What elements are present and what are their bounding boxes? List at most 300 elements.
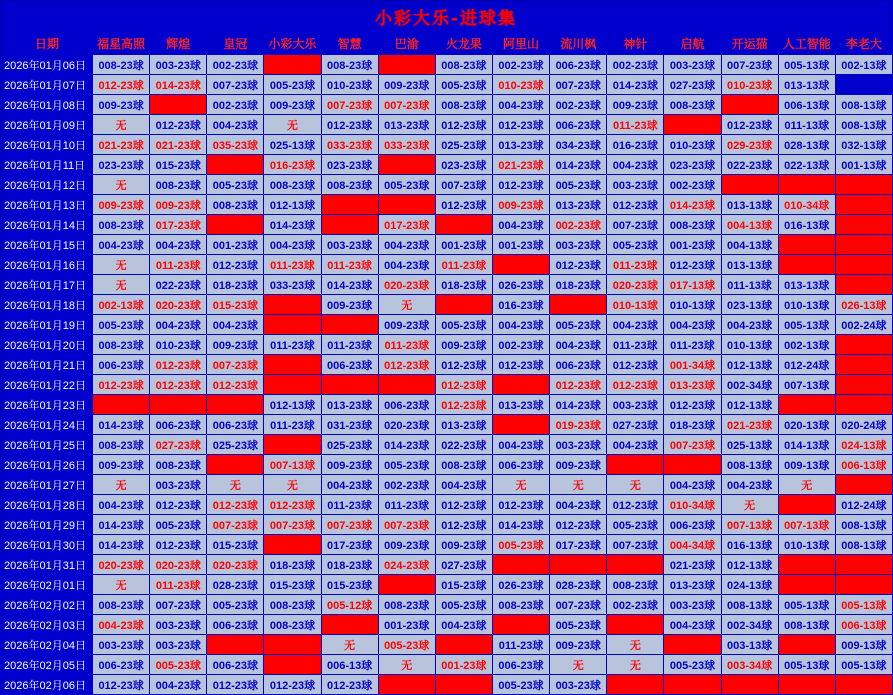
result-cell[interactable]: 020-23球 <box>150 295 207 315</box>
result-cell[interactable]: 020-23球 <box>378 275 435 295</box>
result-cell[interactable]: 008-23球 <box>664 215 721 235</box>
result-cell[interactable]: 001-23球 <box>435 655 492 675</box>
result-cell[interactable]: 010-13球 <box>607 295 664 315</box>
result-cell[interactable]: 008-23球 <box>207 195 264 215</box>
result-cell[interactable] <box>378 195 435 215</box>
result-cell[interactable]: 011-23球 <box>435 255 492 275</box>
result-cell[interactable]: 012-23球 <box>550 375 607 395</box>
column-header-7[interactable]: 火龙果 <box>435 32 492 55</box>
result-cell[interactable]: 018-23球 <box>264 555 321 575</box>
result-cell[interactable]: 012-23球 <box>378 355 435 375</box>
result-cell[interactable] <box>607 455 664 475</box>
result-cell[interactable]: 无 <box>93 475 150 495</box>
result-cell[interactable]: 012-13球 <box>264 395 321 415</box>
result-cell[interactable]: 033-23球 <box>378 135 435 155</box>
result-cell[interactable]: 008-23球 <box>93 55 150 75</box>
column-header-4[interactable]: 小彩大乐 <box>264 32 321 55</box>
result-cell[interactable]: 011-13球 <box>721 275 778 295</box>
result-cell[interactable]: 002-13球 <box>835 55 892 75</box>
result-cell[interactable]: 无 <box>378 655 435 675</box>
result-cell[interactable]: 006-23球 <box>207 415 264 435</box>
result-cell[interactable]: 004-23球 <box>664 615 721 635</box>
result-cell[interactable]: 009-23球 <box>264 95 321 115</box>
result-cell[interactable]: 018-23球 <box>321 555 378 575</box>
result-cell[interactable]: 003-23球 <box>93 635 150 655</box>
result-cell[interactable]: 027-23球 <box>607 415 664 435</box>
result-cell[interactable]: 010-23球 <box>492 75 549 95</box>
result-cell[interactable]: 009-23球 <box>378 535 435 555</box>
result-cell[interactable]: 020-23球 <box>93 555 150 575</box>
result-cell[interactable] <box>835 255 892 275</box>
result-cell[interactable]: 013-23球 <box>378 115 435 135</box>
result-cell[interactable] <box>664 455 721 475</box>
result-cell[interactable]: 021-23球 <box>150 135 207 155</box>
result-cell[interactable]: 007-23球 <box>207 355 264 375</box>
result-cell[interactable]: 005-23球 <box>607 235 664 255</box>
result-cell[interactable]: 003-23球 <box>150 475 207 495</box>
result-cell[interactable]: 004-23球 <box>550 335 607 355</box>
result-cell[interactable]: 001-23球 <box>435 235 492 255</box>
result-cell[interactable]: 010-34球 <box>778 195 835 215</box>
result-cell[interactable]: 017-23球 <box>150 215 207 235</box>
result-cell[interactable]: 012-23球 <box>607 495 664 515</box>
result-cell[interactable]: 005-23球 <box>378 635 435 655</box>
result-cell[interactable]: 002-13球 <box>93 295 150 315</box>
result-cell[interactable]: 003-23球 <box>607 175 664 195</box>
result-cell[interactable]: 020-23球 <box>607 275 664 295</box>
result-cell[interactable]: 006-23球 <box>207 655 264 675</box>
result-cell[interactable] <box>664 635 721 655</box>
result-cell[interactable]: 004-23球 <box>93 495 150 515</box>
result-cell[interactable]: 017-23球 <box>550 535 607 555</box>
result-cell[interactable]: 005-23球 <box>664 655 721 675</box>
result-cell[interactable]: 028-23球 <box>207 575 264 595</box>
column-header-12[interactable]: 开运猫 <box>721 32 778 55</box>
result-cell[interactable] <box>664 675 721 695</box>
result-cell[interactable] <box>207 395 264 415</box>
result-cell[interactable]: 012-23球 <box>207 375 264 395</box>
result-cell[interactable] <box>550 295 607 315</box>
result-cell[interactable]: 012-23球 <box>664 255 721 275</box>
result-cell[interactable]: 026-13球 <box>835 295 892 315</box>
result-cell[interactable]: 021-23球 <box>492 155 549 175</box>
result-cell[interactable]: 011-23球 <box>264 415 321 435</box>
result-cell[interactable]: 008-23球 <box>607 575 664 595</box>
result-cell[interactable]: 023-23球 <box>664 155 721 175</box>
result-cell[interactable]: 012-23球 <box>264 495 321 515</box>
result-cell[interactable] <box>607 675 664 695</box>
result-cell[interactable]: 009-23球 <box>150 195 207 215</box>
result-cell[interactable]: 005-23球 <box>150 655 207 675</box>
result-cell[interactable] <box>207 455 264 475</box>
result-cell[interactable]: 001-23球 <box>492 235 549 255</box>
result-cell[interactable]: 无 <box>378 295 435 315</box>
result-cell[interactable]: 008-23球 <box>321 175 378 195</box>
column-header-2[interactable]: 辉煌 <box>150 32 207 55</box>
result-cell[interactable]: 004-23球 <box>664 315 721 335</box>
result-cell[interactable]: 016-23球 <box>607 135 664 155</box>
result-cell[interactable]: 003-13球 <box>721 635 778 655</box>
column-header-13[interactable]: 人工智能 <box>778 32 835 55</box>
result-cell[interactable]: 008-23球 <box>435 55 492 75</box>
result-cell[interactable]: 007-23球 <box>378 515 435 535</box>
result-cell[interactable]: 012-23球 <box>435 195 492 215</box>
result-cell[interactable]: 011-23球 <box>492 635 549 655</box>
result-cell[interactable] <box>321 375 378 395</box>
result-cell[interactable]: 009-23球 <box>492 195 549 215</box>
result-cell[interactable]: 007-23球 <box>550 75 607 95</box>
column-header-0[interactable]: 日期 <box>2 32 93 55</box>
result-cell[interactable]: 009-23球 <box>93 195 150 215</box>
result-cell[interactable]: 012-23球 <box>93 75 150 95</box>
result-cell[interactable]: 009-23球 <box>550 635 607 655</box>
column-header-14[interactable]: 李老大 <box>835 32 892 55</box>
result-cell[interactable]: 008-23球 <box>264 595 321 615</box>
result-cell[interactable]: 002-23球 <box>492 55 549 75</box>
result-cell[interactable]: 007-13球 <box>264 455 321 475</box>
result-cell[interactable]: 004-23球 <box>492 215 549 235</box>
result-cell[interactable]: 002-23球 <box>492 335 549 355</box>
result-cell[interactable]: 011-23球 <box>150 255 207 275</box>
result-cell[interactable]: 004-34球 <box>664 535 721 555</box>
result-cell[interactable]: 007-13球 <box>778 375 835 395</box>
result-cell[interactable] <box>207 215 264 235</box>
result-cell[interactable]: 013-23球 <box>664 375 721 395</box>
result-cell[interactable] <box>321 615 378 635</box>
result-cell[interactable]: 004-23球 <box>607 315 664 335</box>
result-cell[interactable]: 012-23球 <box>207 495 264 515</box>
result-cell[interactable]: 无 <box>778 475 835 495</box>
result-cell[interactable]: 035-23球 <box>207 135 264 155</box>
result-cell[interactable]: 014-13球 <box>778 435 835 455</box>
result-cell[interactable]: 008-23球 <box>435 95 492 115</box>
result-cell[interactable]: 011-23球 <box>607 335 664 355</box>
result-cell[interactable]: 015-23球 <box>321 575 378 595</box>
result-cell[interactable]: 027-23球 <box>435 555 492 575</box>
result-cell[interactable]: 004-23球 <box>150 675 207 695</box>
result-cell[interactable]: 015-23球 <box>207 535 264 555</box>
result-cell[interactable] <box>378 155 435 175</box>
result-cell[interactable]: 007-13球 <box>721 515 778 535</box>
result-cell[interactable]: 011-23球 <box>664 335 721 355</box>
result-cell[interactable]: 012-24球 <box>778 355 835 375</box>
result-cell[interactable]: 021-23球 <box>93 135 150 155</box>
result-cell[interactable]: 014-23球 <box>550 395 607 415</box>
result-cell[interactable]: 015-23球 <box>207 295 264 315</box>
result-cell[interactable]: 004-23球 <box>550 495 607 515</box>
result-cell[interactable]: 004-23球 <box>93 615 150 635</box>
result-cell[interactable]: 008-23球 <box>93 215 150 235</box>
result-cell[interactable]: 006-23球 <box>93 655 150 675</box>
result-cell[interactable]: 002-34球 <box>721 615 778 635</box>
result-cell[interactable] <box>835 275 892 295</box>
result-cell[interactable]: 014-23球 <box>93 535 150 555</box>
result-cell[interactable] <box>264 315 321 335</box>
result-cell[interactable]: 009-23球 <box>93 95 150 115</box>
result-cell[interactable]: 012-23球 <box>150 535 207 555</box>
result-cell[interactable]: 021-23球 <box>664 555 721 575</box>
result-cell[interactable]: 020-23球 <box>150 555 207 575</box>
result-cell[interactable] <box>835 555 892 575</box>
result-cell[interactable]: 011-23球 <box>264 255 321 275</box>
result-cell[interactable]: 025-23球 <box>321 435 378 455</box>
result-cell[interactable]: 008-13球 <box>835 535 892 555</box>
result-cell[interactable]: 008-23球 <box>264 55 321 75</box>
result-cell[interactable]: 006-23球 <box>550 355 607 375</box>
result-cell[interactable]: 003-23球 <box>550 235 607 255</box>
result-cell[interactable]: 014-23球 <box>93 415 150 435</box>
result-cell[interactable] <box>492 555 549 575</box>
result-cell[interactable]: 012-23球 <box>321 675 378 695</box>
result-cell[interactable]: 006-23球 <box>378 55 435 75</box>
result-cell[interactable]: 011-23球 <box>150 575 207 595</box>
result-cell[interactable]: 007-23球 <box>721 55 778 75</box>
result-cell[interactable]: 008-13球 <box>721 455 778 475</box>
result-cell[interactable]: 012-13球 <box>721 395 778 415</box>
result-cell[interactable]: 008-23球 <box>378 595 435 615</box>
result-cell[interactable]: 无 <box>207 475 264 495</box>
result-cell[interactable]: 012-13球 <box>721 555 778 575</box>
result-cell[interactable]: 002-23球 <box>550 95 607 115</box>
result-cell[interactable]: 004-23球 <box>207 115 264 135</box>
column-header-11[interactable]: 启航 <box>664 32 721 55</box>
result-cell[interactable] <box>435 295 492 315</box>
result-cell[interactable]: 015-23球 <box>150 155 207 175</box>
column-header-9[interactable]: 流川枫 <box>550 32 607 55</box>
result-cell[interactable]: 005-23球 <box>207 175 264 195</box>
result-cell[interactable]: 013-23球 <box>321 395 378 415</box>
result-cell[interactable] <box>492 615 549 635</box>
result-cell[interactable] <box>778 235 835 255</box>
result-cell[interactable]: 无 <box>550 475 607 495</box>
result-cell[interactable]: 009-23球 <box>550 455 607 475</box>
result-cell[interactable]: 032-13球 <box>835 135 892 155</box>
result-cell[interactable]: 003-23球 <box>321 235 378 255</box>
result-cell[interactable]: 027-23球 <box>150 435 207 455</box>
result-cell[interactable]: 023-13球 <box>721 295 778 315</box>
result-cell[interactable]: 007-23球 <box>321 95 378 115</box>
result-cell[interactable]: 012-23球 <box>150 355 207 375</box>
result-cell[interactable]: 003-23球 <box>150 635 207 655</box>
result-cell[interactable]: 009-23球 <box>321 455 378 475</box>
result-cell[interactable]: 012-23球 <box>435 515 492 535</box>
result-cell[interactable]: 005-23球 <box>378 175 435 195</box>
result-cell[interactable] <box>778 555 835 575</box>
column-header-5[interactable]: 智慧 <box>321 32 378 55</box>
result-cell[interactable]: 012-23球 <box>550 255 607 275</box>
result-cell[interactable]: 006-23球 <box>93 355 150 375</box>
result-cell[interactable]: 023-23球 <box>93 155 150 175</box>
result-cell[interactable]: 004-23球 <box>93 235 150 255</box>
result-cell[interactable]: 012-23球 <box>607 195 664 215</box>
result-cell[interactable]: 024-13球 <box>721 575 778 595</box>
result-cell[interactable]: 023-23球 <box>321 155 378 175</box>
result-cell[interactable]: 015-23球 <box>264 575 321 595</box>
result-cell[interactable]: 012-23球 <box>721 115 778 135</box>
result-cell[interactable]: 012-13球 <box>721 355 778 375</box>
result-cell[interactable]: 022-13球 <box>778 155 835 175</box>
result-cell[interactable]: 010-34球 <box>664 495 721 515</box>
result-cell[interactable] <box>778 255 835 275</box>
result-cell[interactable] <box>835 575 892 595</box>
result-cell[interactable]: 012-23球 <box>207 255 264 275</box>
result-cell[interactable]: 013-23球 <box>492 395 549 415</box>
result-cell[interactable]: 002-23球 <box>550 215 607 235</box>
result-cell[interactable]: 022-23球 <box>150 275 207 295</box>
result-cell[interactable]: 009-23球 <box>607 95 664 115</box>
result-cell[interactable] <box>378 575 435 595</box>
result-cell[interactable]: 无 <box>321 635 378 655</box>
result-cell[interactable] <box>835 335 892 355</box>
result-cell[interactable]: 005-23球 <box>550 615 607 635</box>
result-cell[interactable]: 005-13球 <box>835 595 892 615</box>
result-cell[interactable] <box>835 395 892 415</box>
result-cell[interactable]: 007-23球 <box>550 595 607 615</box>
result-cell[interactable]: 012-23球 <box>550 515 607 535</box>
result-cell[interactable]: 007-23球 <box>150 595 207 615</box>
result-cell[interactable]: 005-23球 <box>492 535 549 555</box>
result-cell[interactable]: 016-23球 <box>492 295 549 315</box>
result-cell[interactable]: 005-13球 <box>778 595 835 615</box>
result-cell[interactable]: 006-23球 <box>550 115 607 135</box>
result-cell[interactable]: 014-23球 <box>150 75 207 95</box>
result-cell[interactable]: 009-13球 <box>778 455 835 475</box>
result-cell[interactable] <box>835 215 892 235</box>
result-cell[interactable] <box>778 575 835 595</box>
result-cell[interactable] <box>835 75 892 95</box>
result-cell[interactable]: 026-23球 <box>492 575 549 595</box>
result-cell[interactable]: 009-23球 <box>435 335 492 355</box>
result-cell[interactable]: 005-13球 <box>835 655 892 675</box>
result-cell[interactable]: 002-24球 <box>835 315 892 335</box>
result-cell[interactable]: 012-23球 <box>321 115 378 135</box>
result-cell[interactable]: 010-23球 <box>664 135 721 155</box>
result-cell[interactable]: 无 <box>93 275 150 295</box>
result-cell[interactable]: 008-23球 <box>264 615 321 635</box>
result-cell[interactable]: 013-23球 <box>492 135 549 155</box>
column-header-3[interactable]: 皇冠 <box>207 32 264 55</box>
result-cell[interactable]: 002-23球 <box>607 595 664 615</box>
result-cell[interactable]: 006-23球 <box>378 395 435 415</box>
result-cell[interactable]: 010-13球 <box>778 295 835 315</box>
result-cell[interactable]: 020-24球 <box>835 415 892 435</box>
result-cell[interactable]: 002-13球 <box>778 335 835 355</box>
result-cell[interactable]: 009-23球 <box>378 75 435 95</box>
column-header-8[interactable]: 阿里山 <box>492 32 549 55</box>
result-cell[interactable]: 003-23球 <box>664 55 721 75</box>
result-cell[interactable]: 012-23球 <box>607 375 664 395</box>
result-cell[interactable]: 016-23球 <box>264 155 321 175</box>
result-cell[interactable]: 012-23球 <box>435 355 492 375</box>
result-cell[interactable]: 004-23球 <box>664 475 721 495</box>
result-cell[interactable]: 011-23球 <box>321 255 378 275</box>
result-cell[interactable]: 014-23球 <box>93 515 150 535</box>
result-cell[interactable]: 029-23球 <box>721 135 778 155</box>
result-cell[interactable] <box>835 675 892 695</box>
result-cell[interactable]: 012-23球 <box>435 115 492 135</box>
result-cell[interactable] <box>835 235 892 255</box>
result-cell[interactable]: 003-23球 <box>550 675 607 695</box>
result-cell[interactable] <box>321 195 378 215</box>
result-cell[interactable]: 006-13球 <box>835 615 892 635</box>
result-cell[interactable]: 012-23球 <box>207 675 264 695</box>
result-cell[interactable]: 014-23球 <box>264 215 321 235</box>
result-cell[interactable]: 028-13球 <box>778 135 835 155</box>
result-cell[interactable]: 004-23球 <box>607 435 664 455</box>
result-cell[interactable] <box>835 175 892 195</box>
result-cell[interactable]: 012-13球 <box>264 195 321 215</box>
result-cell[interactable]: 013-13球 <box>721 255 778 275</box>
result-cell[interactable]: 018-23球 <box>664 415 721 435</box>
result-cell[interactable] <box>264 435 321 455</box>
result-cell[interactable]: 014-23球 <box>321 275 378 295</box>
result-cell[interactable]: 006-23球 <box>321 355 378 375</box>
result-cell[interactable]: 014-23球 <box>492 515 549 535</box>
result-cell[interactable]: 017-23球 <box>321 535 378 555</box>
result-cell[interactable]: 001-13球 <box>835 155 892 175</box>
result-cell[interactable]: 011-23球 <box>378 495 435 515</box>
result-cell[interactable]: 003-34球 <box>721 655 778 675</box>
result-cell[interactable]: 034-23球 <box>550 135 607 155</box>
result-cell[interactable]: 007-23球 <box>264 515 321 535</box>
result-cell[interactable] <box>607 615 664 635</box>
result-cell[interactable]: 013-23球 <box>664 575 721 595</box>
result-cell[interactable]: 004-23球 <box>607 155 664 175</box>
result-cell[interactable]: 005-13球 <box>778 655 835 675</box>
result-cell[interactable]: 002-23球 <box>207 95 264 115</box>
result-cell[interactable]: 016-13球 <box>778 215 835 235</box>
result-cell[interactable]: 008-23球 <box>150 175 207 195</box>
result-cell[interactable]: 004-13球 <box>721 215 778 235</box>
result-cell[interactable]: 无 <box>607 655 664 675</box>
result-cell[interactable]: 无 <box>93 115 150 135</box>
result-cell[interactable]: 013-13球 <box>778 275 835 295</box>
result-cell[interactable]: 020-23球 <box>207 555 264 575</box>
result-cell[interactable]: 007-23球 <box>207 75 264 95</box>
result-cell[interactable]: 001-23球 <box>378 615 435 635</box>
result-cell[interactable]: 017-23球 <box>378 215 435 235</box>
result-cell[interactable]: 014-23球 <box>550 155 607 175</box>
result-cell[interactable]: 010-13球 <box>778 535 835 555</box>
result-cell[interactable]: 005-23球 <box>93 315 150 335</box>
result-cell[interactable] <box>778 635 835 655</box>
result-cell[interactable]: 013-23球 <box>550 195 607 215</box>
result-cell[interactable]: 004-23球 <box>264 235 321 255</box>
result-cell[interactable] <box>835 195 892 215</box>
result-cell[interactable]: 013-23球 <box>435 415 492 435</box>
result-cell[interactable]: 020-13球 <box>778 415 835 435</box>
result-cell[interactable]: 002-23球 <box>207 55 264 75</box>
column-header-10[interactable]: 神针 <box>607 32 664 55</box>
result-cell[interactable]: 018-23球 <box>550 275 607 295</box>
result-cell[interactable]: 033-23球 <box>264 275 321 295</box>
result-cell[interactable]: 006-13球 <box>835 455 892 475</box>
result-cell[interactable]: 004-23球 <box>492 95 549 115</box>
result-cell[interactable] <box>664 115 721 135</box>
result-cell[interactable]: 012-23球 <box>150 495 207 515</box>
result-cell[interactable]: 007-23球 <box>321 515 378 535</box>
result-cell[interactable]: 006-23球 <box>492 655 549 675</box>
result-cell[interactable]: 004-23球 <box>150 315 207 335</box>
result-cell[interactable]: 009-23球 <box>321 295 378 315</box>
result-cell[interactable]: 012-23球 <box>664 395 721 415</box>
result-cell[interactable]: 013-13球 <box>778 75 835 95</box>
result-cell[interactable]: 无 <box>264 115 321 135</box>
result-cell[interactable]: 021-23球 <box>721 415 778 435</box>
result-cell[interactable]: 001-23球 <box>207 235 264 255</box>
result-cell[interactable]: 012-23球 <box>492 115 549 135</box>
result-cell[interactable]: 016-13球 <box>721 535 778 555</box>
